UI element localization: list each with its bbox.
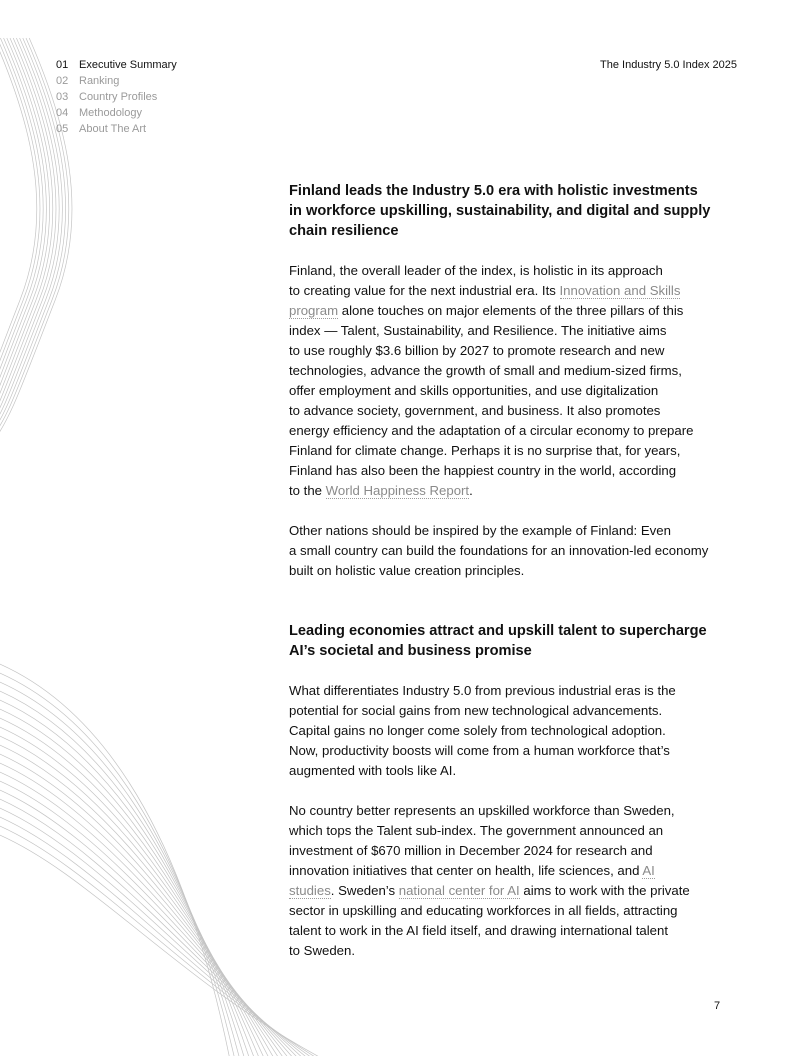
- nav-item-number: 05: [56, 123, 69, 135]
- heading-line: Finland leads the Industry 5.0 era with holistic investments: [289, 183, 698, 199]
- nav-item-number: 02: [56, 75, 69, 87]
- nav-item-executive-summary[interactable]: [56, 57, 177, 73]
- link-text: AI: [642, 863, 655, 878]
- section-heading-finland: [289, 181, 744, 241]
- nav-item-label: About The Art: [79, 123, 147, 135]
- text-line: Now, productivity boosts will come from a human workforce that’s: [289, 743, 670, 758]
- text-line: technologies, advance the growth of small and medium-sized firms,: [289, 363, 682, 378]
- text-line: to use roughly $3.6 billion by 2027 to promote research and new: [289, 343, 665, 358]
- decorative-curve-bottom: [0, 689, 245, 1056]
- page-number: 7: [714, 1000, 721, 1012]
- link-text: Innovation and Skills: [559, 283, 681, 298]
- decorative-curve-bottom: [0, 707, 255, 1056]
- text-line: which tops the Talent sub-index. The government announced an: [289, 823, 664, 838]
- heading-line: chain resilience: [289, 223, 399, 239]
- link-text: studies: [289, 883, 331, 898]
- paragraph-finland-inspiration: [289, 521, 744, 581]
- section-heading-talent: [289, 621, 744, 661]
- text-line: offer employment and skills opportunities, and use digitalization: [289, 383, 659, 398]
- decorative-curve-bottom: [0, 770, 290, 1056]
- document-title: The Industry 5.0 Index 2025: [600, 59, 737, 71]
- paragraph-industry5-differentiation: [289, 681, 744, 781]
- text-line: a small country can build the foundations for an innovation-led economy: [289, 543, 709, 558]
- text-line: alone touches on major elements of the three pillars of this: [338, 303, 684, 318]
- nav-item-about-the-art[interactable]: [56, 121, 177, 137]
- text-line: Capital gains no longer come solely from technological adoption.: [289, 723, 666, 738]
- text-line: talent to work in the AI field itself, and drawing international talent: [289, 923, 668, 938]
- decorative-curve-bottom: [0, 734, 270, 1056]
- decorative-curve-bottom: [0, 743, 275, 1056]
- section-navigation: [56, 57, 177, 137]
- paragraph-finland-overview: [289, 261, 744, 501]
- text-line: . Sweden’s: [330, 883, 399, 898]
- decorative-curve-bottom: [0, 698, 250, 1056]
- nav-item-label: Country Profiles: [79, 91, 158, 103]
- text-line: innovation initiatives that center on health, life sciences, and: [289, 863, 643, 878]
- text-line: to creating value for the next industrial era. Its: [289, 283, 560, 298]
- text-line: to the: [289, 483, 326, 498]
- decorative-curve-bottom: [0, 662, 230, 1056]
- decorative-curve-bottom: [0, 752, 280, 1056]
- national-center-for-ai-link[interactable]: national center for AI: [398, 883, 520, 898]
- text-line: energy efficiency and the adaptation of a circular economy to prepare: [289, 423, 694, 438]
- text-line: aims to work with the private: [519, 883, 690, 898]
- text-line: potential for social gains from new technological advancements.: [289, 703, 663, 718]
- main-content: [289, 181, 744, 961]
- text-line: .: [469, 483, 473, 498]
- decorative-curve-bottom: [0, 815, 315, 1056]
- text-line: sector in upskilling and educating workforces in all fields, attracting: [289, 903, 678, 918]
- decorative-curve-top: [0, 38, 40, 400]
- decorative-curve-bottom: [0, 824, 320, 1056]
- link-text: program: [289, 303, 339, 318]
- text-line: What differentiates Industry 5.0 from previous industrial eras is the: [289, 683, 676, 698]
- nav-item-number: 04: [56, 107, 69, 119]
- nav-item-number: 03: [56, 91, 69, 103]
- text-line: augmented with tools like AI.: [289, 763, 457, 778]
- paragraph-sweden-talent: [289, 801, 744, 961]
- text-line: index — Talent, Sustainability, and Resilience. The initiative aims: [289, 323, 667, 338]
- nav-item-methodology[interactable]: [56, 105, 177, 121]
- decorative-curve-top: [0, 38, 56, 416]
- text-line: No country better represents an upskilled workforce than Sweden,: [289, 803, 675, 818]
- text-line: to advance society, government, and business. It also promotes: [289, 403, 661, 418]
- text-line: Finland has also been the happiest country in the world, according: [289, 463, 677, 478]
- decorative-curve-bottom: [0, 725, 265, 1056]
- heading-line: in workforce upskilling, sustainability, and digital and supply: [289, 203, 711, 219]
- decorative-curve-top: [0, 38, 50, 408]
- text-line: Other nations should be inspired by the example of Finland: Even: [289, 523, 671, 538]
- nav-item-number: 01: [56, 59, 69, 71]
- text-line: Finland, the overall leader of the index, is holistic in its approach: [289, 263, 663, 278]
- world-happiness-report-link[interactable]: World Happiness Report: [325, 483, 470, 498]
- heading-line: Leading economies attract and upskill talent to supercharge: [289, 623, 707, 639]
- text-line: to Sweden.: [289, 943, 355, 958]
- decorative-curve-top: [0, 38, 59, 422]
- nav-item-label: Methodology: [79, 107, 142, 119]
- heading-line: AI’s societal and business promise: [289, 643, 532, 659]
- nav-item-ranking[interactable]: [56, 73, 177, 89]
- text-line: investment of $670 million in December 2024 for research and: [289, 843, 653, 858]
- nav-item-label: Ranking: [79, 75, 120, 87]
- text-line: Finland for climate change. Perhaps it is no surprise that, for years,: [289, 443, 681, 458]
- nav-item-label: Executive Summary: [79, 59, 177, 71]
- text-line: built on holistic value creation principles.: [289, 563, 525, 578]
- nav-item-country-profiles[interactable]: [56, 89, 177, 105]
